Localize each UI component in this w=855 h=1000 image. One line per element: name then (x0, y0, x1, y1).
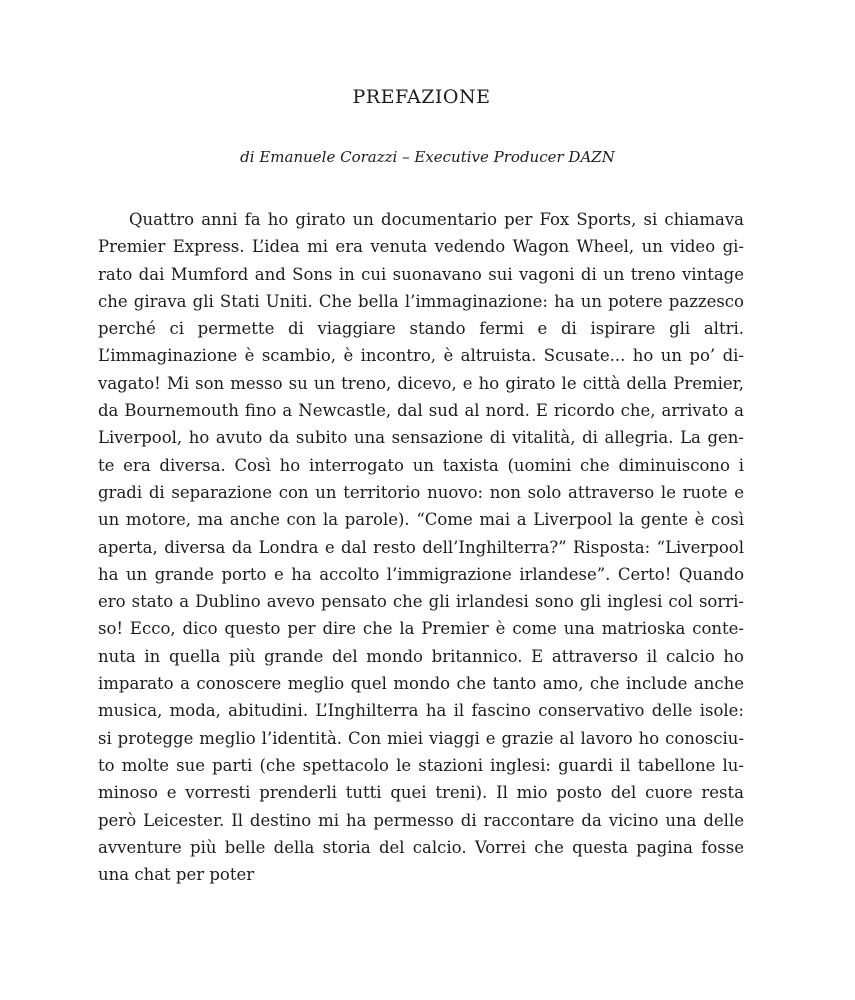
text-line: gradi di separazione con un territorio nuovo: non solo attraverso le ruote e (98, 482, 744, 502)
text-line: L’immaginazione è scambio, è incontro, è altruista. Scusate... ho un po’ di- (98, 346, 744, 366)
text-line: nuta in quella più grande del mondo britannico. E attraverso il calcio ho (98, 646, 744, 666)
text-line: ero stato a Dublino avevo pensato che gli irlandesi sono gli inglesi col sorri- (98, 592, 744, 612)
text-line: Quattro anni fa ho girato un documentario per Fox Sports, si chiamava (129, 210, 744, 229)
text-line: rato dai Mumford and Sons in cui suonavano sui vagoni di un treno vintage (98, 264, 744, 284)
body-text (98, 206, 744, 888)
text-line: imparato a conoscere meglio quel mondo che tanto amo, che include anche (98, 674, 744, 694)
text-line: che girava gli Stati Uniti. Che bella l’immaginazione: ha un potere pazzesco (98, 291, 744, 311)
text-line: da Bournemouth fino a Newcastle, dal sud al nord. E ricordo che, arrivato a (98, 401, 744, 421)
text-line: si protegge meglio l’identità. Con miei viaggi e grazie al lavoro ho conosciu- (98, 728, 744, 748)
text-line: Liverpool, ho avuto da subito una sensazione di vitalità, di allegria. La gen- (98, 428, 744, 448)
text-line: avventure più belle della storia del calcio. Vorrei che questa pagina fosse (98, 837, 744, 857)
text-line: perché ci permette di viaggiare stando fermi e di ispirare gli altri. (98, 319, 744, 339)
text-line: un motore, ma anche con la parole). “Come mai a Liverpool la gente è così (98, 510, 744, 530)
text-line: ha un grande porto e ha accolto l’immigrazione irlandese”. Certo! Quando (98, 564, 744, 584)
text-line: però Leicester. Il destino mi ha permesso di raccontare da vicino una delle (98, 810, 744, 830)
text-line: una chat per poter (98, 865, 255, 885)
page-subtitle: di Emanuele Corazzi – Executive Producer DAZN (240, 148, 615, 166)
text-line: Premier Express. L’idea mi era venuta vedendo Wagon Wheel, un video gi- (98, 237, 744, 257)
text-line: to molte sue parti (che spettacolo le stazioni inglesi: guardi il tabellone lu- (98, 755, 744, 775)
page-title: PREFAZIONE (352, 86, 491, 108)
text-line: musica, moda, abitudini. L’Inghilterra ha il fascino conservativo delle isole: (98, 701, 744, 721)
text-line: so! Ecco, dico questo per dire che la Premier è come una matrioska conte- (98, 619, 744, 639)
text-line: aperta, diversa da Londra e dal resto dell’Inghilterra?” Risposta: “Liverpool (98, 537, 744, 557)
text-line: vagato! Mi son messo su un treno, dicevo, e ho girato le città della Premier, (98, 373, 744, 393)
text-line: te era diversa. Così ho interrogato un taxista (uomini che diminuiscono i (98, 455, 744, 475)
text-line: minoso e vorresti prenderli tutti quei treni). Il mio posto del cuore resta (98, 783, 744, 803)
